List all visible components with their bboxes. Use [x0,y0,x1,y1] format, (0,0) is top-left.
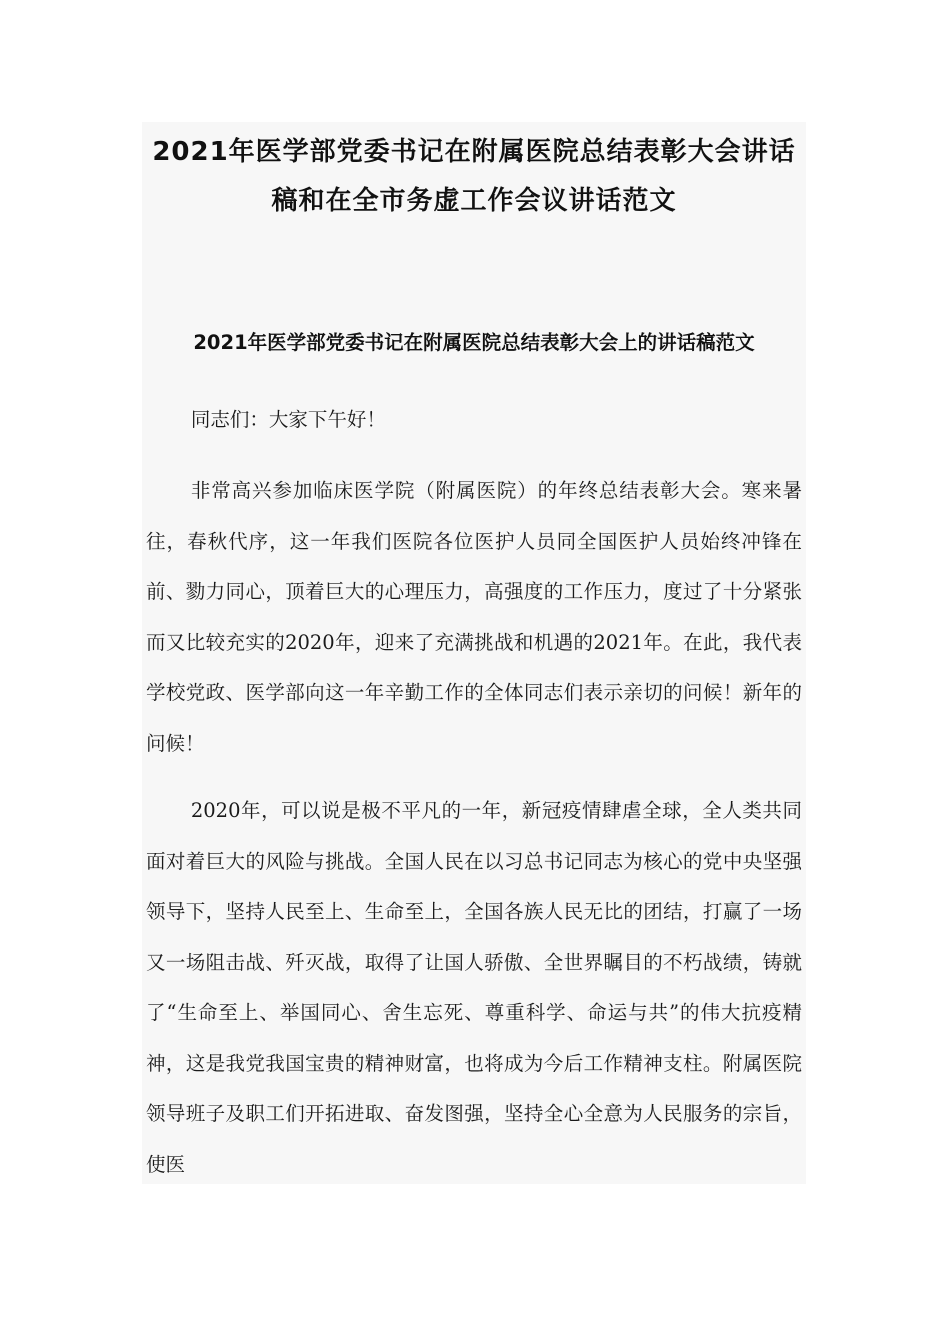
body-paragraph-1: 非常高兴参加临床医学院（附属医院）的年终总结表彰大会。寒来暑往，春秋代序，这一年我们医院各位医护人员同全国医护人员始终冲锋在前、勠力同心，顶着巨大的心理压力，高强度的工作压力，度过了十分紧张而又比较充实的2020年，迎来了充满挑战和机遇的2021年。在此，我代表学校党政、医学部向这一年辛勤工作的全体同志们表示亲切的问候！新年的问候！ [146,479,802,755]
greeting-paragraph: 同志们：大家下午好！ [190,408,386,431]
document-title: 2021年医学部党委书记在附属医院总结表彰大会讲话稿和在全市务虚工作会议讲话范文 [152,137,796,216]
body-paragraph-2: 2020年，可以说是极不平凡的一年，新冠疫情肆虐全球，全人类共同面对着巨大的风险与挑战。全国人民在以习总书记同志为核心的党中央坚强领导下，坚持人民至上、生命至上，全国各族人民无比的团结，打赢了一场又一场阻击战、歼灭战，取得了让国人骄傲、全世界瞩目的不朽战绩，铸就了“生命至上、举国同心、舍生忘死、尊重科学、命运与共”的伟大抗疫精神，这是我党我国宝贵的精神财富，也将成为今后工作精神支柱。附属医院领导班子及职工们开拓进取、奋发图强，坚持全心全意为人民服务的宗旨，使医 [146,799,802,1176]
section-title: 2021年医学部党委书记在附属医院总结表彰大会上的讲话稿范文 [193,331,755,354]
